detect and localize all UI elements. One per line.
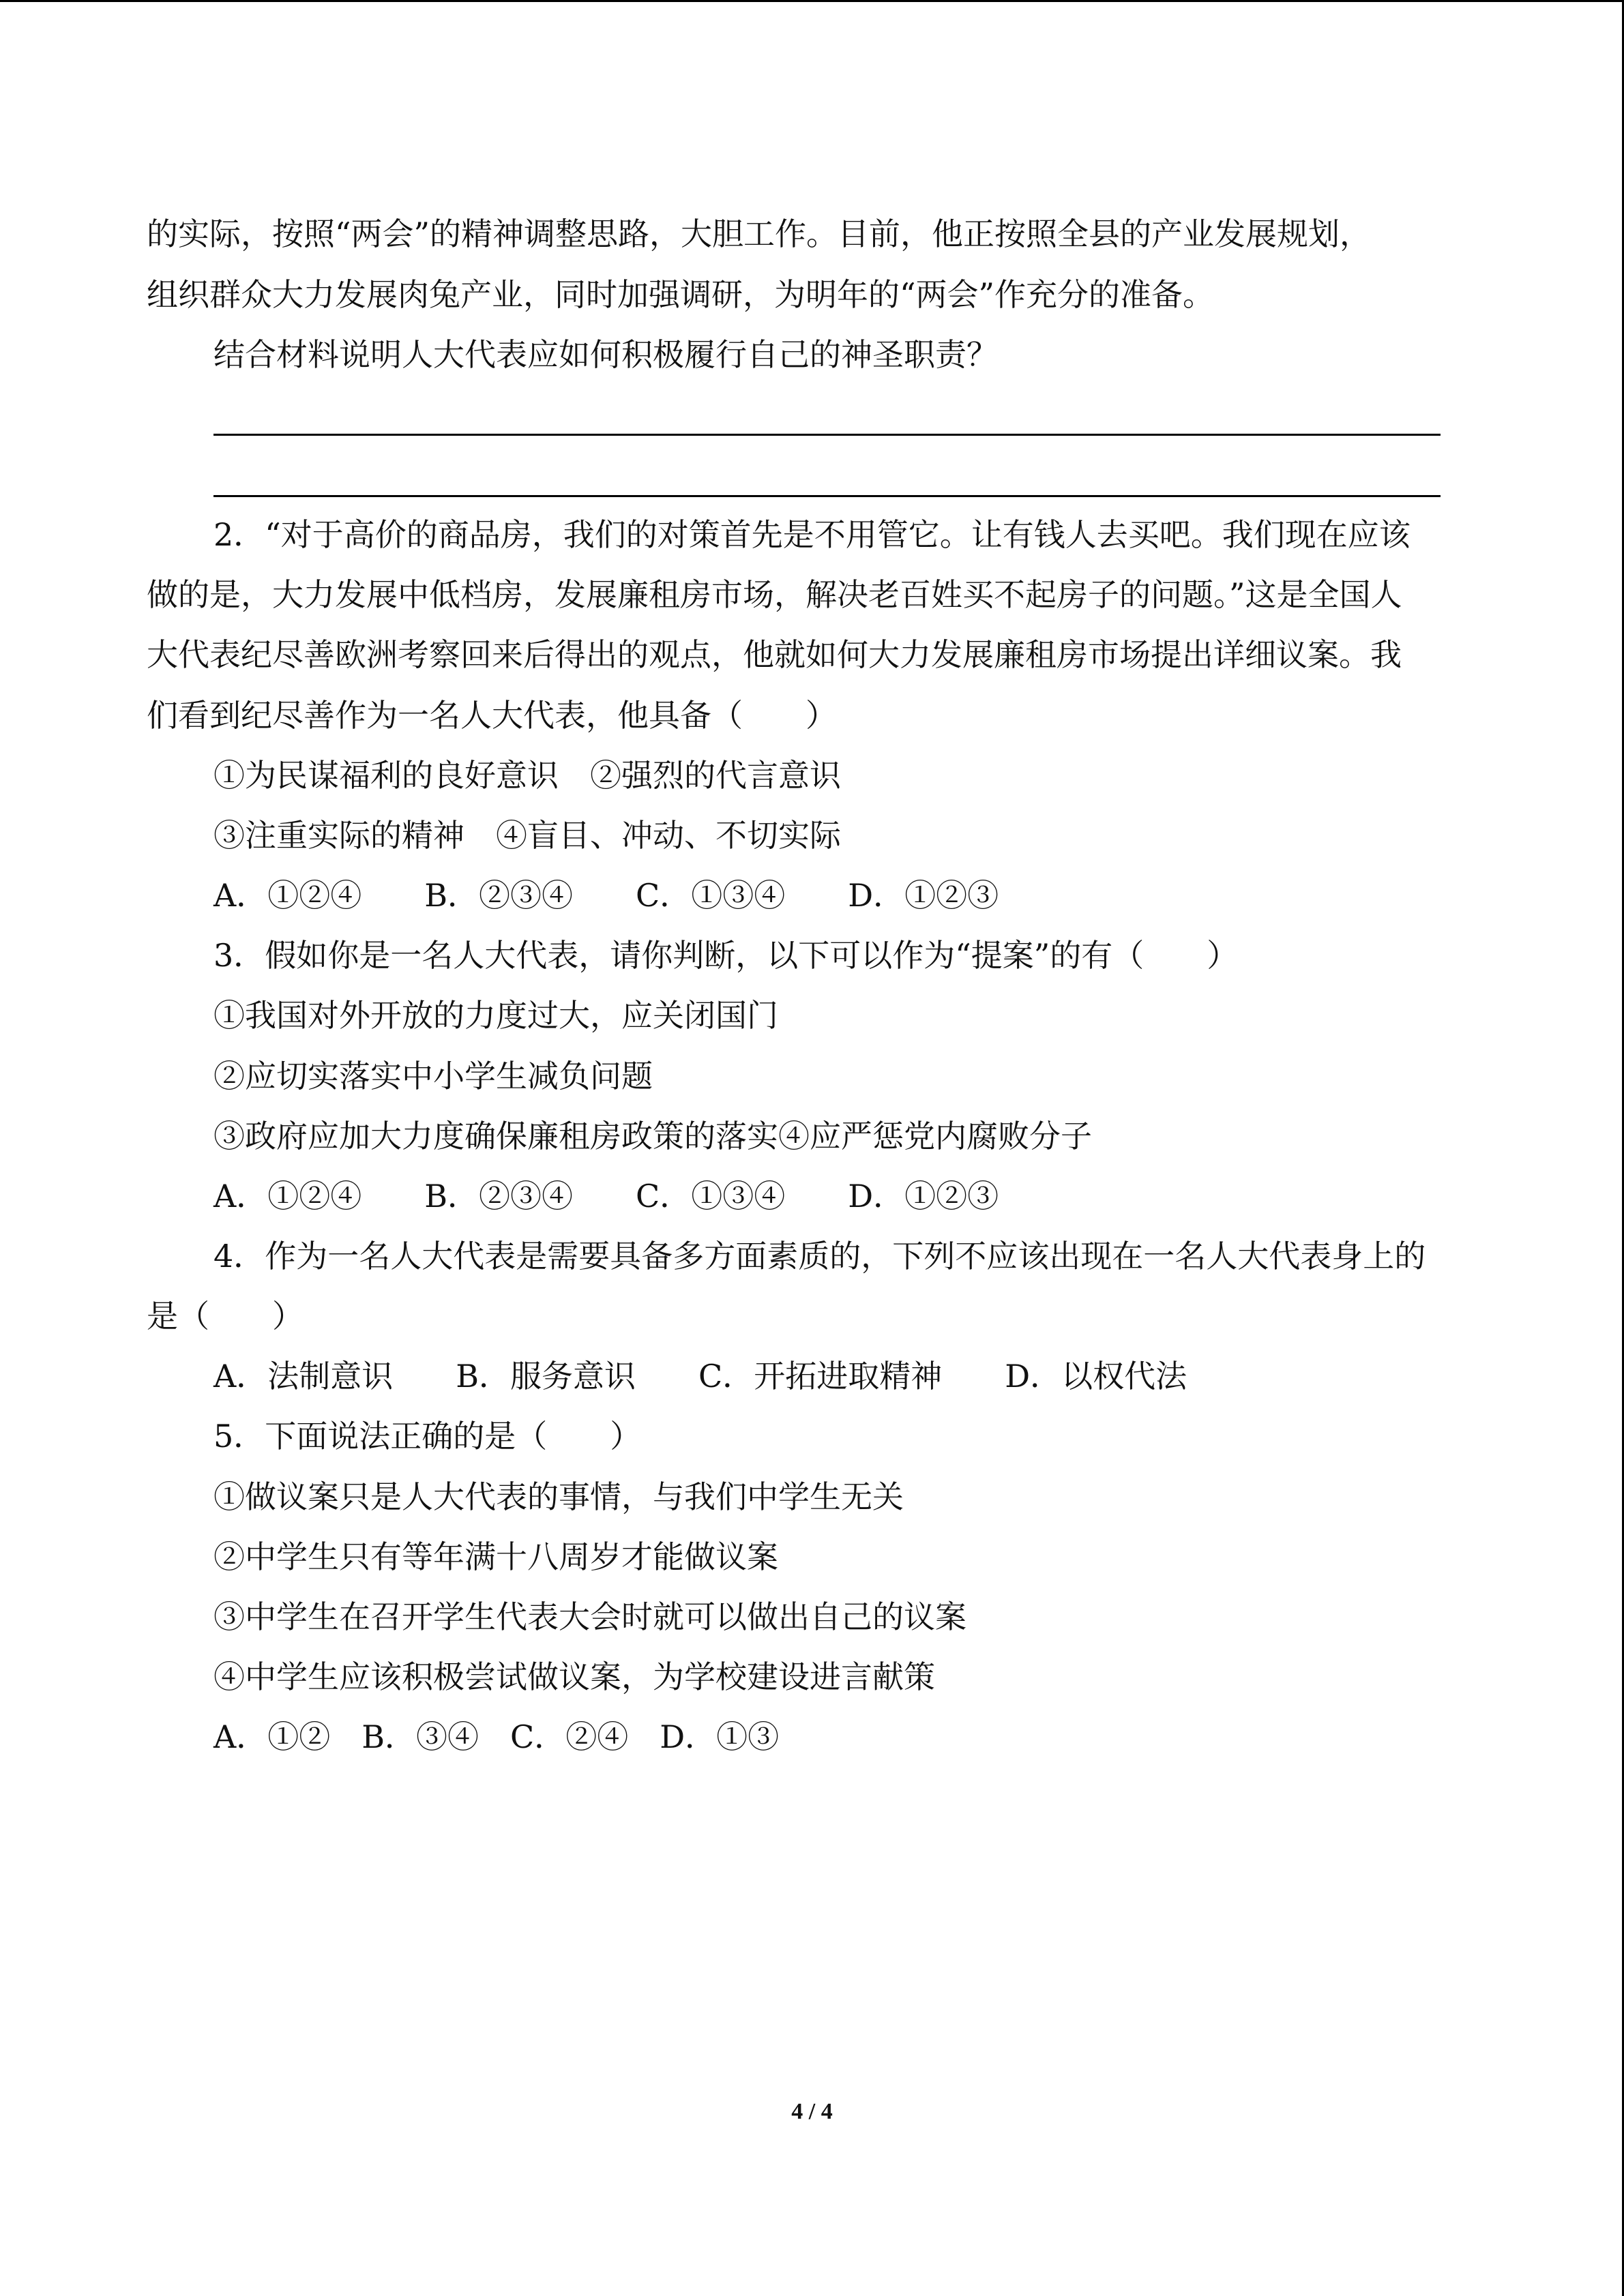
statement-line: ①做议案只是人大代表的事情，与我们中学生无关 xyxy=(213,1478,904,1515)
statement-line: ②应切实落实中小学生减负问题 xyxy=(213,1058,653,1094)
answer-options: A．①② B．③④ C．②④ D．①③ xyxy=(213,1718,780,1755)
statement-line: ④中学生应该积极尝试做议案，为学校建设进言献策 xyxy=(213,1658,935,1695)
question-4: 4．作为一名人大代表是需要具备多方面素质的，下列不应该出现在一名人大代表身上的 xyxy=(213,1238,1426,1274)
statement-line: ②中学生只有等年满十八周岁才能做议案 xyxy=(213,1538,778,1575)
text-line: 大代表纪尽善欧洲考察回来后得出的观点，他就如何大力发展廉租房市场提出详细议案。我 xyxy=(147,636,1402,673)
answer-line xyxy=(213,434,1441,436)
answer-options: A．①②④ B．②③④ C．①③④ D．①②③ xyxy=(213,877,999,914)
statement-line: ①为民谋福利的良好意识 ②强烈的代言意识 xyxy=(213,757,841,794)
question-2: 2．“对于高价的商品房，我们的对策首先是不用管它。让有钱人去买吧。我们现在应该 xyxy=(213,516,1411,553)
text-line: 组织群众大力发展肉兔产业，同时加强调研，为明年的“两会”作充分的准备。 xyxy=(147,276,1215,313)
text-line: 们看到纪尽善作为一名人大代表，他具备（ ） xyxy=(147,697,837,734)
statement-line: ③中学生在召开学生代表大会时就可以做出自己的议案 xyxy=(213,1598,966,1635)
text-line: 做的是，大力发展中低档房，发展廉租房市场，解决老百姓买不起房子的问题。”这是全国人 xyxy=(147,576,1402,613)
answer-options: A．①②④ B．②③④ C．①③④ D．①②③ xyxy=(213,1178,999,1214)
statement-line: ③注重实际的精神 ④盲目、冲动、不切实际 xyxy=(213,817,841,854)
question-3: 3．假如你是一名人大代表，请你判断，以下可以作为“提案”的有（ ） xyxy=(213,937,1239,974)
text-line: 的实际，按照“两会”的精神调整思路，大胆工作。目前，他正按照全县的产业发展规划， xyxy=(147,215,1372,252)
page-number: 4 / 4 xyxy=(791,2099,833,2124)
question-prompt: 结合材料说明人大代表应如何积极履行自己的神圣职责？ xyxy=(213,336,998,373)
answer-options: A．法制意识 B．服务意识 C．开拓进取精神 D．以权代法 xyxy=(213,1358,1187,1395)
statement-line: ①我国对外开放的力度过大，应关闭国门 xyxy=(213,997,778,1034)
answer-line xyxy=(213,495,1441,497)
question-5: 5．下面说法正确的是（ ） xyxy=(213,1418,642,1455)
statement-line: ③政府应加大力度确保廉租房政策的落实④应严惩党内腐败分子 xyxy=(213,1118,1092,1154)
text-line: 是（ ） xyxy=(147,1298,304,1335)
